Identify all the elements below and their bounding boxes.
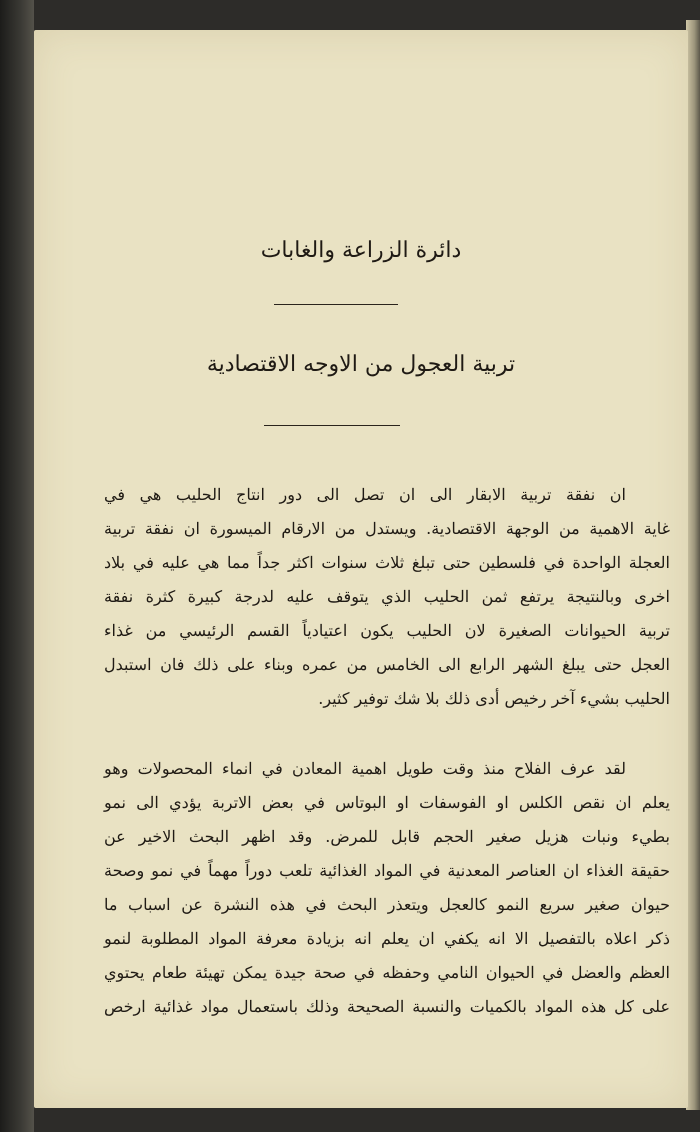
paragraph-line: حقيقة الغذاء ان العناصر المعدنية في المواد الغذائية تلعب دوراً مهماً في نمو وصحة	[104, 861, 670, 880]
paragraph-line: الحليب بشيء آخر رخيص أدى ذلك بلا شك توفير كثير.	[318, 689, 670, 708]
paragraph-line: على كل هذه المواد بالكميات والنسبة الصحيحة وذلك باستعمال مواد غذائية ارخص	[104, 997, 670, 1016]
document-title: تربية العجول من الاوجه الاقتصادية	[206, 352, 516, 377]
paragraph-line: حيوان صغير سريع النمو كالعجل ويتعذر البحث في هذه النشرة عن اسباب ما	[104, 895, 670, 914]
paragraph-line: يعلم ان نقص الكلس او الفوسفات او البوتاس في بعض الاتربة يؤدي الى نمو	[104, 793, 670, 812]
divider-top	[274, 304, 398, 305]
book-binding-shadow	[0, 0, 34, 1132]
document-page	[34, 30, 688, 1108]
department-heading: دائرة الزراعة والغابات	[260, 238, 462, 263]
paragraph-line: لقد عرف الفلاح منذ وقت طويل اهمية المعادن في انماء المحصولات وهو	[104, 759, 626, 778]
paragraph-line: العجلة الواحدة في فلسطين حتى تبلغ ثلاث سنوات اكثر جداً مما هي عليه في بلاد	[104, 553, 671, 572]
divider-bottom	[264, 425, 400, 426]
page-edge	[686, 20, 700, 1110]
paragraph-line: اخرى وبالنتيجة يرتفع ثمن الحليب الذي يتوقف عليه لدرجة كبيرة كثرة نفقة	[104, 587, 670, 606]
paragraph-line: ذكر اعلاه بالتفصيل الا انه يكفي ان يعلم انه بزيادة معرفة المواد المطلوبة لنمو	[104, 929, 671, 948]
paragraph-1	[104, 478, 670, 716]
paragraph-line: بطيء ونبات هزيل صغير الحجم قابل للمرض. وقد اظهر البحث الاخير عن	[104, 827, 670, 846]
paragraph-line: غاية الاهمية من الوجهة الاقتصادية. ويستدل من الارقام الميسورة ان نفقة تربية	[104, 519, 670, 538]
paragraph-2	[104, 752, 670, 1024]
paragraph-line: تربية الحيوانات الصغيرة لان الحليب يكون اعتيادياً القسم الرئيسي من غذاء	[104, 621, 670, 640]
paragraph-line: العظم والعضل في الحيوان النامي وحفظه في صحة جيدة يمكن تهيئة طعام يحتوي	[104, 963, 670, 982]
paragraph-line: ان نفقة تربية الابقار الى ان تصل الى دور انتاج الحليب هي في	[104, 485, 626, 504]
paragraph-line: العجل حتى يبلغ الشهر الرابع الى الخامس من عمره وبناء على ذلك فان استبدل	[104, 655, 670, 674]
